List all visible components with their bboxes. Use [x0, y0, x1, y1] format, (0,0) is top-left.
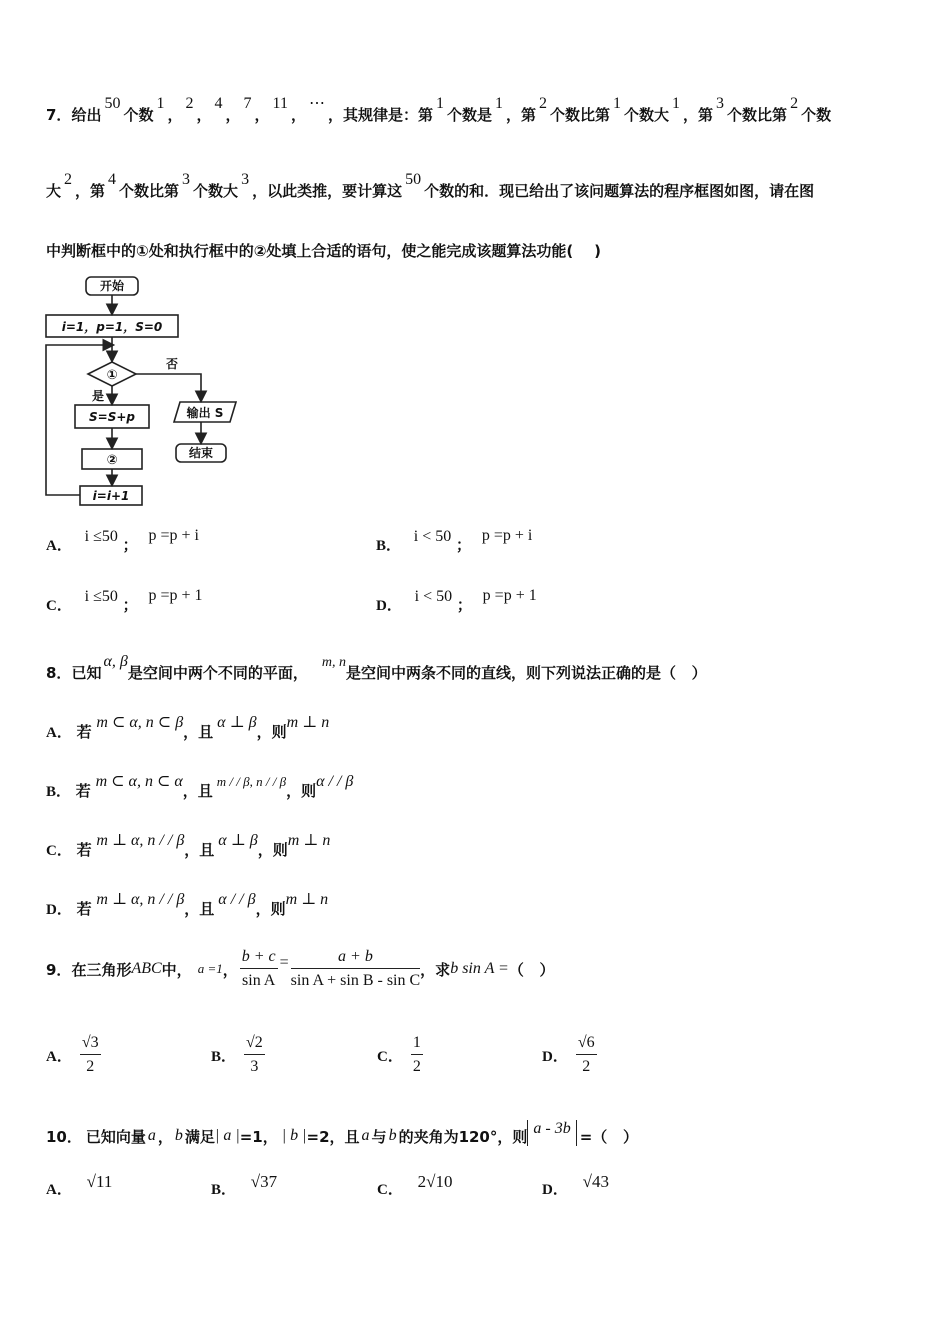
text-run: ，: [254, 106, 270, 124]
raised-number: 1: [494, 95, 503, 112]
q7-flowchart: [40, 274, 280, 514]
text-run: 个数大: [193, 182, 239, 200]
flow-output-text: 输出 S: [186, 406, 224, 420]
flow-yes-label: 是: [92, 389, 105, 403]
raised-number: 2: [185, 95, 194, 112]
q10-magnitude-expr: a - 3b: [527, 1120, 576, 1146]
raised-number: 3: [241, 171, 250, 188]
text-run: ，: [225, 106, 241, 124]
text-run: 大: [46, 182, 62, 200]
flow-start-text: 开始: [99, 279, 125, 293]
text-run: 给出: [71, 106, 102, 124]
raised-number: 4: [108, 171, 117, 188]
raised-number: 1: [435, 95, 444, 112]
raised-number: 2: [539, 95, 547, 112]
text-run: ，第: [683, 106, 714, 124]
raised-number: ⋯: [308, 95, 325, 112]
q10-option-c[interactable]: C． 2√10: [377, 1172, 453, 1198]
q9-option-a[interactable]: A． $\frac{√3}{2}$: [46, 1034, 99, 1075]
flow-no-label: 否: [166, 357, 179, 371]
text-run: ，第: [75, 182, 106, 200]
raised-number: 2: [790, 95, 799, 112]
text-run: 个数: [123, 106, 154, 124]
q8-option-a[interactable]: A． 若 m ⊂ α, n ⊂ β，且α ⊥ β，则m ⊥ n: [46, 714, 330, 741]
text-run: 个数比第: [550, 106, 611, 124]
text-run: ，以此类推，要计算这: [252, 182, 403, 200]
text-run: 个数大: [624, 106, 670, 124]
q8-option-d[interactable]: D． 若 m ⊥ α, n / / β，且α / / β，则m ⊥ n: [46, 891, 329, 918]
q9-fraction-right: $\frac{a + b}{\text{sin A + sin B - sin C}}$: [290, 948, 421, 989]
raised-number: 11: [272, 95, 288, 112]
text-run: 个数: [801, 106, 832, 124]
flow-step2-text: ②: [106, 453, 118, 468]
q7-option-a[interactable]: A． i ≤50 ； p =p + i: [46, 527, 199, 554]
flow-inc-text: i=i+1: [92, 489, 130, 503]
raised-number: 1: [613, 95, 622, 112]
q8-stem: 8．已知α, β是空间中两个不同的平面，m, n是空间中两条不同的直线，则下列说法正确的是（ ）: [46, 653, 707, 682]
flow-end-text: 结束: [188, 446, 214, 460]
q8-option-c[interactable]: C． 若 m ⊥ α, n / / β，且α ⊥ β，则m ⊥ n: [46, 832, 331, 859]
text-run: ，第: [505, 106, 536, 124]
flow-sum-text: S=S+p: [89, 410, 135, 424]
raised-number: 50: [405, 171, 422, 188]
q10-stem: 10． 已知向量 a ， b 满足 | a | =1， | b | =2，且 a 与 b 的夹角为120°，则 a - 3b =（ ）: [46, 1120, 638, 1146]
text-run: 个数的和．现已给出了该问题算法的程序框图如图，请在图: [424, 182, 815, 200]
flow-cond-text: ①: [106, 368, 118, 383]
text-run: ，: [196, 106, 212, 124]
text-run: 个数比第: [727, 106, 788, 124]
raised-number: 4: [214, 95, 223, 112]
text-run: 个数比第: [119, 182, 180, 200]
q9-option-b[interactable]: B． $\frac{√2}{3}$: [211, 1034, 263, 1075]
q9-fraction-left: $\frac{b + c}{\text{sin A}}$: [241, 948, 276, 989]
text-run: 个数是: [446, 106, 492, 124]
raised-number: 3: [716, 95, 725, 112]
q9-option-d[interactable]: D． $\frac{√6}{2}$: [542, 1034, 595, 1075]
raised-number: 1: [156, 95, 165, 112]
q9-option-c[interactable]: C． $\frac{1}{2}$: [377, 1034, 421, 1075]
q7-line1: [46, 95, 832, 144]
raised-number: 2: [64, 171, 73, 188]
text-run: ，: [167, 106, 183, 124]
q7-option-d[interactable]: D． i < 50 ； p =p + 1: [376, 587, 537, 614]
q9-stem: 9． 在三角形 ABC 中， a =1 ， $\frac{b + c}{\text{sin A}}$ = $\frac{a + b}{\text{sin A + sin B - sin C}}$ ，求 b sin A = （ ）: [46, 948, 555, 989]
q7-option-c[interactable]: C． i ≤50 ； p =p + 1: [46, 587, 203, 614]
raised-number: 50: [104, 95, 121, 112]
q7-line2: [46, 171, 815, 220]
q10-option-d[interactable]: D． √43: [542, 1172, 609, 1198]
raised-number: 3: [182, 171, 191, 188]
q7-line3: 中判断框中的①处和执行框中的②处填上合适的语句，使之能完成该题算法功能( ): [46, 242, 602, 260]
q7-number: 7．: [46, 106, 72, 124]
raised-number: 7: [243, 95, 252, 112]
q7-option-b[interactable]: B． i < 50 ； p =p + i: [376, 527, 533, 554]
raised-number: 1: [672, 95, 681, 112]
q10-option-b[interactable]: B． √37: [211, 1172, 278, 1198]
q10-option-a[interactable]: A． √11: [46, 1172, 113, 1198]
text-run: ，: [290, 106, 306, 124]
q8-option-b[interactable]: B． 若 m ⊂ α, n ⊂ α，且m / / β, n / / β，则α / / β: [46, 773, 354, 800]
flow-init-text: i=1，p=1，S=0: [61, 320, 163, 334]
text-run: ，其规律是：第: [327, 106, 433, 124]
